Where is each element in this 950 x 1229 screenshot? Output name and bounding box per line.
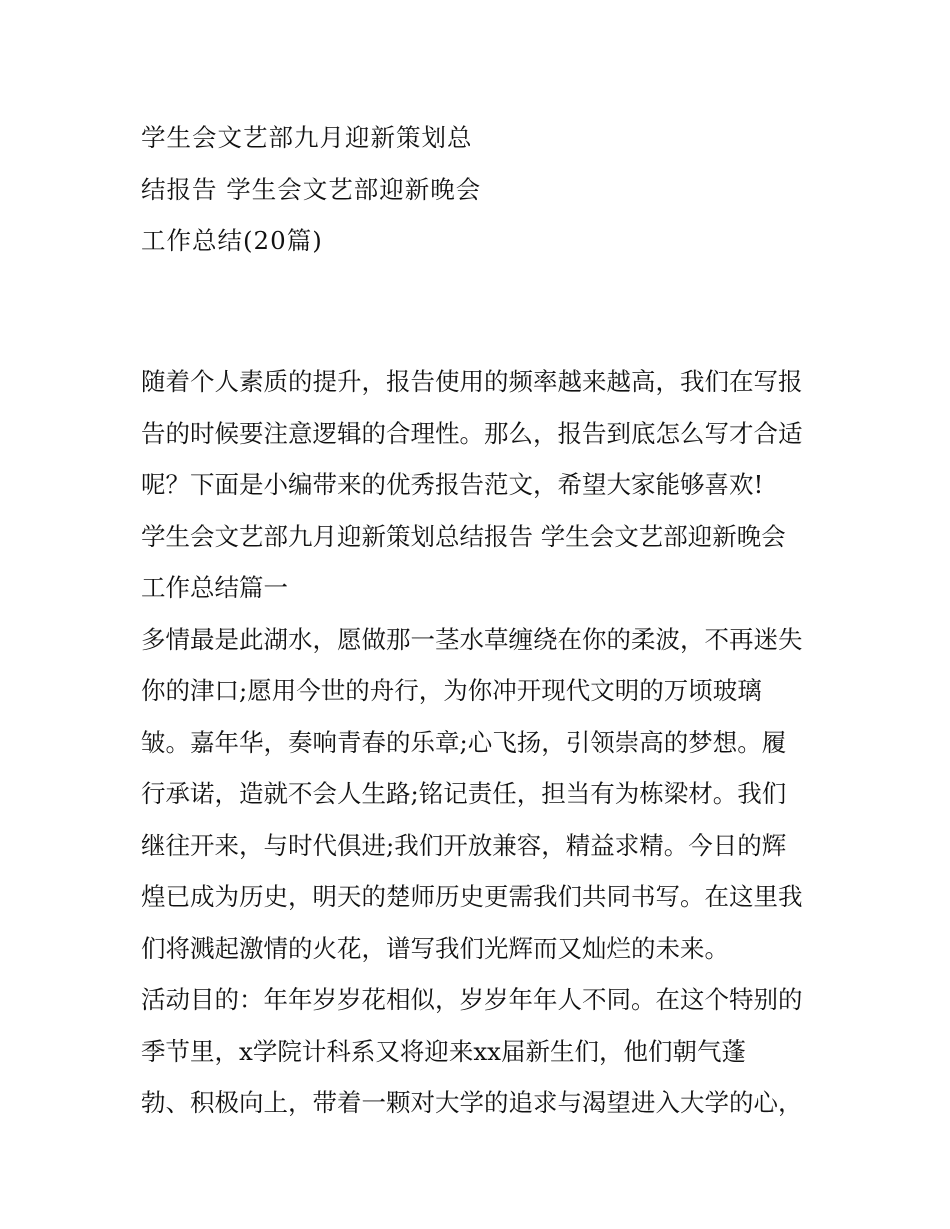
text-line: 们将溅起激情的火花，谱写我们光辉而又灿烂的未来。 — [141, 933, 729, 963]
document-body — [141, 356, 821, 1129]
text-line: 煌已成为历史，明天的楚师历史更需我们共同书写。在这里我 — [141, 882, 803, 911]
text-line: 学生会文艺部九月迎新策划总结报告 学生会文艺部迎新晚会 — [141, 521, 786, 551]
title-line: 结报告 学生会文艺部迎新晚会 — [141, 174, 482, 204]
text-line: 呢？下面是小编带来的优秀报告范文，希望大家能够喜欢! — [141, 470, 764, 499]
text-line: 你的津口;愿用今世的舟行，为你冲开现代文明的万顷玻璃 — [141, 676, 762, 705]
text-line: 工作总结篇一 — [141, 573, 288, 602]
text-line: 随着个人素质的提升，报告使用的频率越来越高，我们在写报 — [141, 367, 803, 396]
text-line: 行承诺，造就不会人生路;铭记责任，担当有为栋梁材。我们 — [141, 779, 787, 808]
title-line: 学生会文艺部九月迎新策划总 — [141, 123, 473, 152]
document-title — [141, 112, 821, 267]
text-line: 皱。嘉年华，奏响青春的乐章;心飞扬，引领崇高的梦想。履 — [141, 727, 787, 757]
section-heading — [141, 511, 821, 614]
text-line: 告的时候要注意逻辑的合理性。那么，报告到底怎么写才合适 — [141, 418, 803, 448]
title-line: 工作总结(20篇) — [141, 226, 323, 255]
text-line: 勃、积极向上，带着一颗对大学的追求与渴望进入大学的心， — [141, 1088, 803, 1117]
intro-paragraph — [141, 356, 821, 511]
text-line: 继往开来，与时代俱进;我们开放兼容，精益求精。今日的辉 — [141, 830, 787, 860]
activity-purpose-paragraph — [141, 974, 821, 1129]
text-line: 季节里，x学院计科系又将迎来xx届新生们，他们朝气蓬 — [141, 1036, 746, 1066]
text-line: 多情最是此湖水，愿做那一茎水草缠绕在你的柔波，不再迷失 — [141, 624, 803, 654]
text-line: 活动目的：年年岁岁花相似，岁岁年年人不同。在这个特别的 — [141, 985, 803, 1014]
body-paragraph — [141, 614, 821, 975]
